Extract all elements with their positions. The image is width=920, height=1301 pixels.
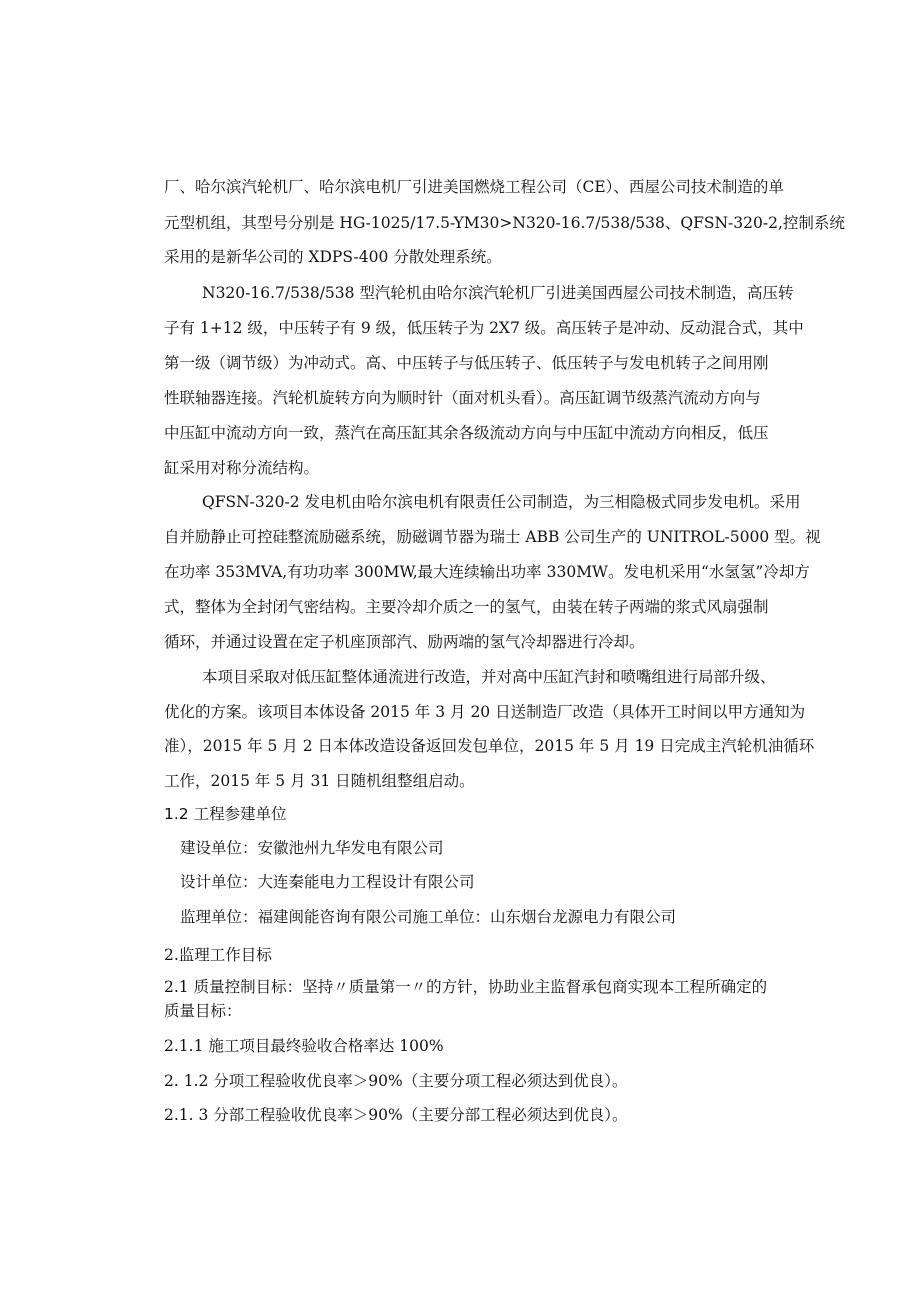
list-item: 2.1.1 施工项目最终验收合格率达 100%	[164, 1037, 444, 1055]
paragraph-line: 缸采用对称分流结构。	[164, 459, 320, 477]
paragraph-line: 式，整体为全封闭气密结构。主要冷却介质之一的氢气，由装在转子两端的浆式风扇强制	[164, 598, 769, 616]
paragraph-line: 在功率 353MVA,有功功率 300MW,最大连续输出功率 330MW。发电机采用“水氢氢”冷却方	[164, 563, 810, 581]
paragraph-line: N320-16.7/538/538 型汽轮机由哈尔滨汽轮机厂引进美国西屋公司技术制造，高压转	[202, 284, 794, 302]
paragraph-line: 第一级（调节级）为冲动式。高、中压转子与低压转子、低压转子与发电机转子之间用刚	[164, 354, 769, 372]
list-item: 2.1. 3 分部工程验收优良率＞90%（主要分部工程必须达到优良）。	[164, 1106, 628, 1124]
paragraph-line: 准），2015 年 5 月 2 日本体改造设备返回发包单位，2015 年 5 月 19 日完成主汽轮机油循环	[164, 737, 815, 755]
design-unit: 设计单位：大连秦能电力工程设计有限公司	[180, 873, 475, 891]
construction-unit: 建设单位：安徽池州九华发电有限公司	[180, 839, 444, 857]
paragraph-line: 本项目采取对低压缸整体通流进行改造，并对高中压缸汽封和喷嘴组进行局部升级、	[202, 668, 776, 686]
paragraph-line: 中压缸中流动方向一致，蒸汽在高压缸其余各级流动方向与中压缸中流动方向相反，低压	[164, 424, 769, 442]
paragraph-line: 工作，2015 年 5 月 31 日随机组整组启动。	[164, 772, 475, 790]
paragraph-line: 自并励静止可控硅整流励磁系统，励磁调节器为瑞士 ABB 公司生产的 UNITROL-5000 型。视	[164, 528, 821, 546]
list-item: 2. 1.2 分项工程验收优良率＞90%（主要分项工程必须达到优良）。	[164, 1072, 628, 1090]
supervision-unit: 监理单位：福建闽能咨询有限公司施工单位：山东烟台龙源电力有限公司	[180, 908, 677, 926]
paragraph-line: 2.1 质量控制目标：坚持〃质量第一〃的方针，协助业主监督承包商实现本工程所确定的	[164, 978, 768, 996]
paragraph-line: 子有 1+12 级，中压转子有 9 级，低压转子为 2X7 级。高压转子是冲动、反动混合式，其中	[164, 319, 804, 337]
paragraph-line: 采用的是新华公司的 XDPS-400 分散处理系统。	[164, 248, 502, 266]
section-heading: 1.2 工程参建单位	[164, 805, 287, 823]
paragraph-line: 质量目标：	[164, 1002, 242, 1020]
paragraph-line: 循环，并通过设置在定子机座顶部汽、励两端的氢气冷却器进行冷却。	[164, 633, 645, 651]
paragraph-line: QFSN-320-2 发电机由哈尔滨电机有限责任公司制造，为三相隐极式同步发电机。采用	[202, 493, 801, 511]
paragraph-line: 优化的方案。该项目本体设备 2015 年 3 月 20 日送制造厂改造（具体开工时间以甲方通知为	[164, 703, 806, 721]
paragraph-line: 性联轴器连接。汽轮机旋转方向为顺时针（面对机头看）。高压缸调节级蒸汽流动方向与	[164, 389, 761, 407]
section-heading: 2.监理工作目标	[164, 946, 272, 964]
paragraph-line: 元型机组，其型号分别是 HG-1025/17.5-YM30>N320-16.7/538/538、QFSN-320-2,控制系统	[164, 214, 845, 232]
paragraph-line: 厂、哈尔滨汽轮机厂、哈尔滨电机厂引进美国燃烧工程公司（CE）、西屋公司技术制造的单	[164, 178, 784, 196]
